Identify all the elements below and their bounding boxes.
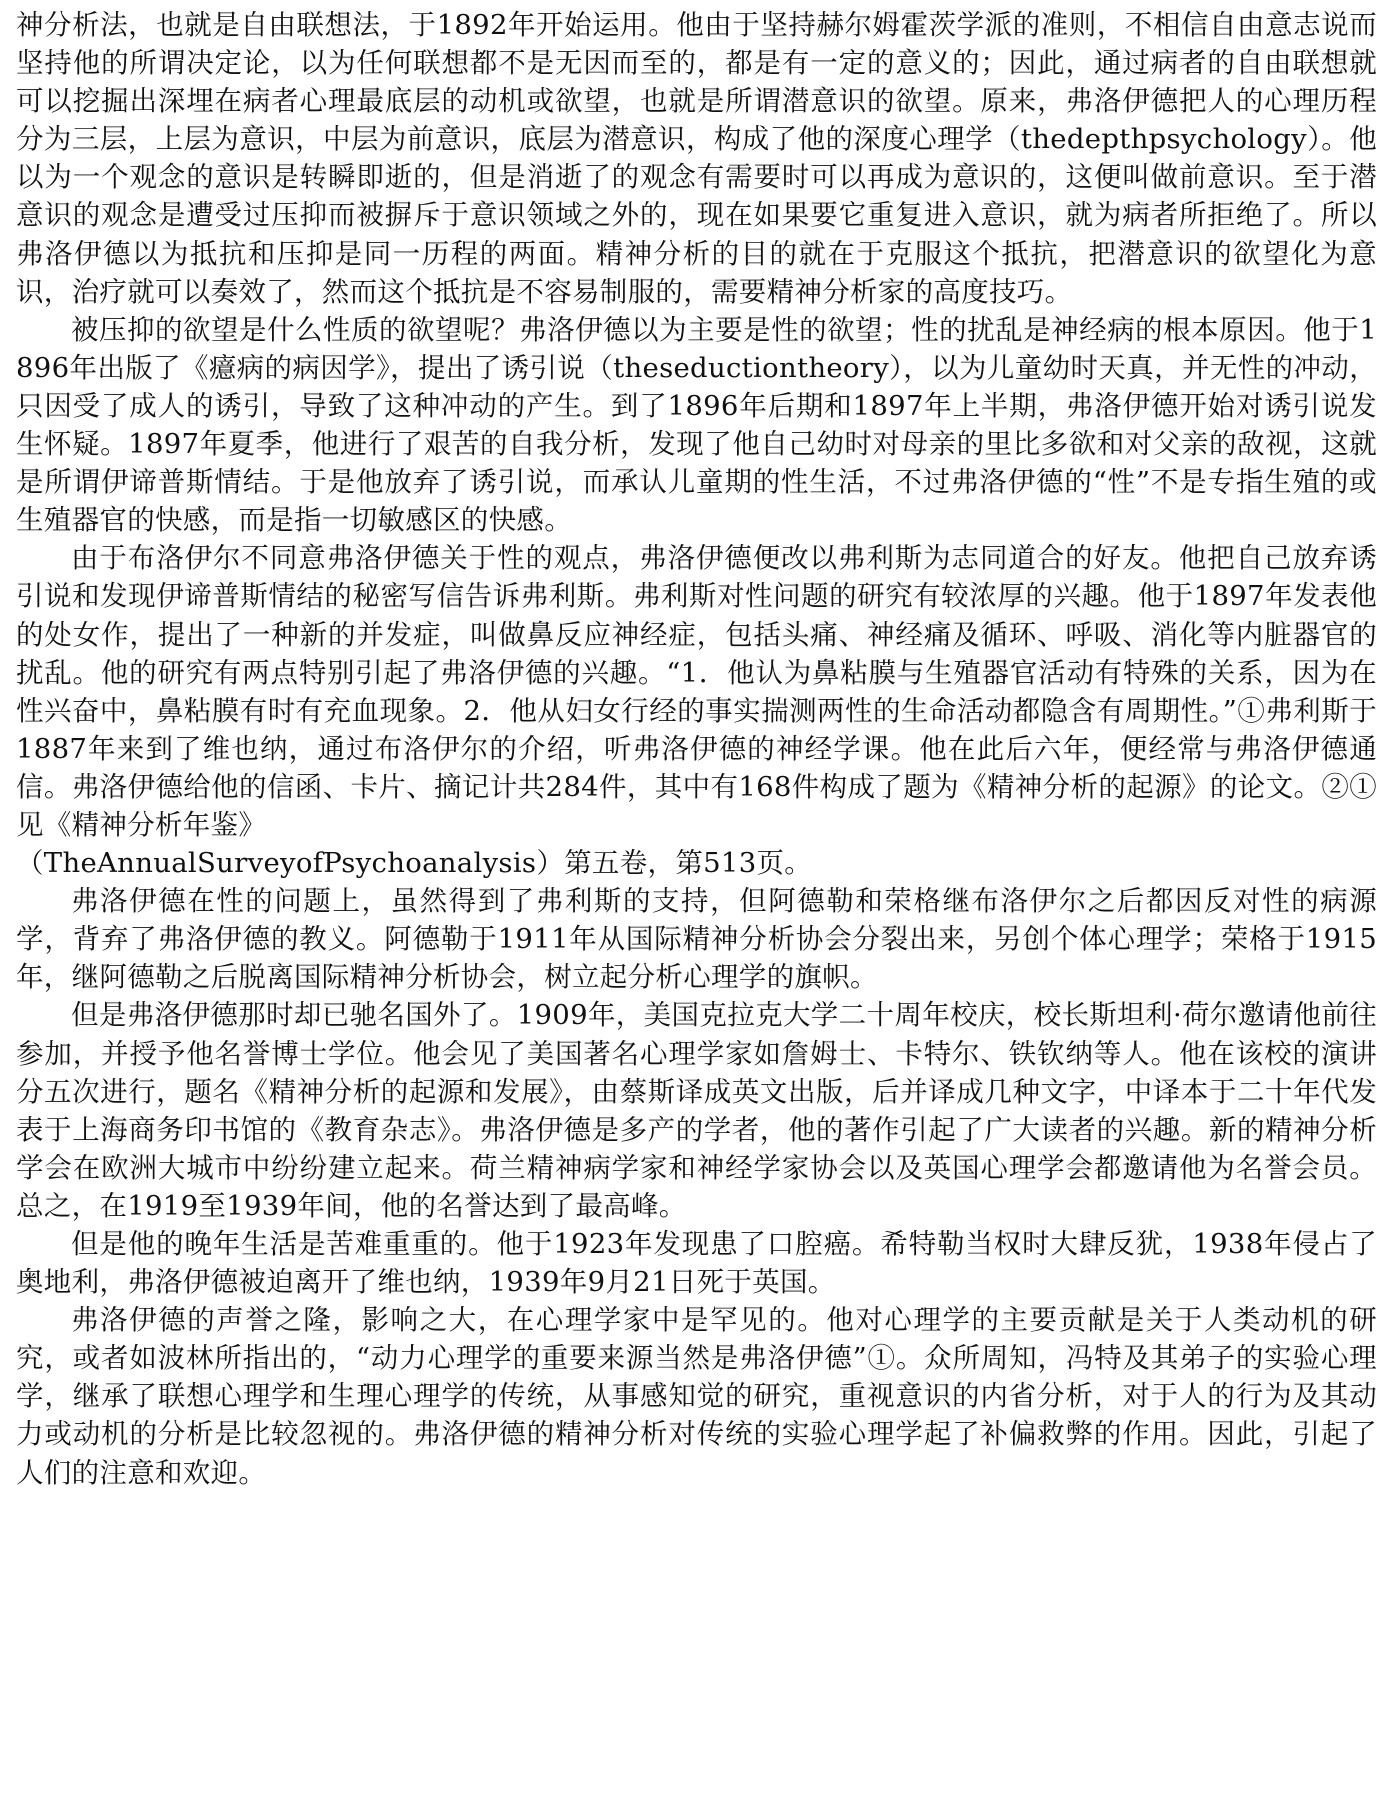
paragraph-adler-jung: 弗洛伊德在性的问题上，虽然得到了弗利斯的支持，但阿德勒和荣格继布洛伊尔之后都因反对性的病源学，背弃了弗洛伊德的教义。阿德勒于1911年从国际精神分析协会分裂出来，另创个体心理学；荣格于1915年，继阿德勒之后脱离国际精神分析协会，树立起分析心理学的旗帜。 — [16, 885, 1377, 994]
paragraph-contribution: 弗洛伊德的声誉之隆，影响之大，在心理学家中是罕见的。他对心理学的主要贡献是关于人类动机的研究，或者如波林所指出的，“动力心理学的重要来源当然是弗洛伊德”①。众所周知，冯特及其弟子的实验心理学，继承了联想心理学和生理心理学的传统，从事感知觉的研究，重视意识的内省分析，对于人的行为及其动力或动机的分析是比较忽视的。弗洛伊德的精神分析对传统的实验心理学起了补偏救弊的作用。因此，引起了人们的注意和欢迎。 — [16, 1304, 1377, 1489]
footnote-annual-survey: （TheAnnualSurveyofPsychoanalysis）第五卷，第513页。 — [16, 847, 813, 880]
paragraph-later-life: 但是他的晚年生活是苦难重重的。他于1923年发现患了口腔癌。希特勒当权时大肆反犹，1938年侵占了奥地利，弗洛伊德被迫离开了维也纳，1939年9月21日死于英国。 — [16, 1228, 1377, 1299]
paragraph-fame-abroad: 但是弗洛伊德那时却已驰名国外了。1909年，美国克拉克大学二十周年校庆，校长斯坦利·荷尔邀请他前往参加，并授予他名誉博士学位。他会见了美国著名心理学家如詹姆士、卡特尔、铁钦纳等人。他在该校的演讲分五次进行，题名《精神分析的起源和发展》，由蔡斯译成英文出版，后并译成几种文字，中译本于二十年代发表于上海商务印书馆的《教育杂志》。弗洛伊德是多产的学者，他的著作引起了广大读者的兴趣。新的精神分析学会在欧洲大城市中纷纷建立起来。荷兰精神病学家和神经学家协会以及英国心理学会都邀请他为名誉会员。总之，在1919至1939年间，他的名誉达到了最高峰。 — [16, 999, 1377, 1222]
paragraph-free-association: 神分析法，也就是自由联想法，于1892年开始运用。他由于坚持赫尔姆霍茨学派的准则，不相信自由意志说而坚持他的所谓决定论，以为任何联想都不是无因而至的，都是有一定的意义的；因此，通过病者的自由联想就可以挖掘出深埋在病者心理最底层的动机或欲望，也就是所谓潜意识的欲望。原来，弗洛伊德把人的心理历程分为三层，上层为意识，中层为前意识，底层为潜意识，构成了他的深度心理学（thedepthpsychology）。他以为一个观念的意识是转瞬即逝的，但是消逝了的观念有需要时可以再成为意识的，这便叫做前意识。至于潜意识的观念是遭受过压抑而被摒斥于意识领域之外的，现在如果要它重复进入意识，就为病者所拒绝了。所以弗洛伊德以为抵抗和压抑是同一历程的两面。精神分析的目的就在于克服这个抵抗，把潜意识的欲望化为意识，治疗就可以奏效了，然而这个抵抗是不容易制服的，需要精神分析家的高度技巧。 — [16, 9, 1377, 308]
paragraph-repressed-desire: 被压抑的欲望是什么性质的欲望呢？弗洛伊德以为主要是性的欲望；性的扰乱是神经病的根本原因。他于1896年出版了《癔病的病因学》，提出了诱引说（theseductiontheory），以为儿童幼时天真，并无性的冲动，只因受了成人的诱引，导致了这种冲动的产生。到了1896年后期和1897年上半期，弗洛伊德开始对诱引说发生怀疑。1897年夏季，他进行了艰苦的自我分析，发现了他自己幼时对母亲的里比多欲和对父亲的敌视，这就是所谓伊谛普斯情结。于是他放弃了诱引说，而承认儿童期的性生活，不过弗洛伊德的“性”不是专指生殖的或生殖器官的快感，而是指一切敏感区的快感。 — [16, 313, 1377, 537]
paragraph-fliess: 由于布洛伊尔不同意弗洛伊德关于性的观点，弗洛伊德便改以弗利斯为志同道合的好友。他把自己放弃诱引说和发现伊谛普斯情结的秘密写信告诉弗利斯。弗利斯对性问题的研究有较浓厚的兴趣。他于1897年发表他的处女作，提出了一种新的并发症，叫做鼻反应神经症，包括头痛、神经痛及循环、呼吸、消化等内脏器官的扰乱。他的研究有两点特别引起了弗洛伊德的兴趣。“1．他认为鼻粘膜与生殖器官活动有特殊的关系，因为在性兴奋中，鼻粘膜有时有充血现象。2．他从妇女行经的事实揣测两性的生命活动都隐含有周期性。”①弗利斯于1887年来到了维也纳，通过布洛伊尔的介绍，听弗洛伊德的神经学课。他在此后六年，便经常与弗洛伊德通信。弗洛伊德给他的信函、卡片、摘记计共284件，其中有168件构成了题为《精神分析的起源》的论文。②①见《精神分析年鉴》 — [16, 542, 1377, 841]
